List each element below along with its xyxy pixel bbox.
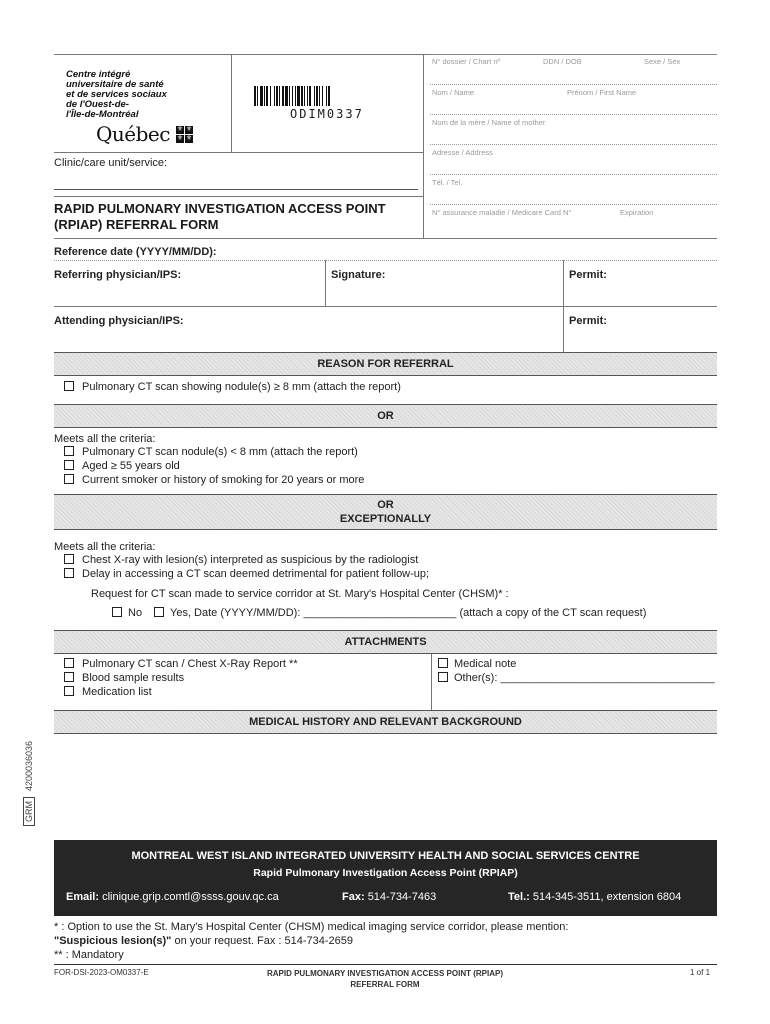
checkbox-icon[interactable] — [64, 568, 74, 578]
permit-field-attending[interactable]: Permit: — [569, 315, 607, 327]
checkbox-icon[interactable] — [112, 607, 122, 617]
sex-field[interactable]: Sexe / Sex — [644, 57, 681, 66]
checkbox-icon[interactable] — [64, 474, 74, 484]
dob-field[interactable]: DDN / DOB — [543, 57, 582, 66]
checkbox-icon[interactable] — [438, 672, 448, 682]
checkbox-icon[interactable] — [64, 381, 74, 391]
footer-service: Rapid Pulmonary Investigation Access Point (RPIAP) — [253, 867, 518, 879]
option-ct-nodule-8mm[interactable]: Pulmonary CT scan showing nodule(s) ≥ 8 mm (attach the report) — [64, 381, 401, 393]
medical-history-heading: MEDICAL HISTORY AND RELEVANT BACKGROUND — [54, 710, 717, 734]
checkbox-icon[interactable] — [64, 554, 74, 564]
ct-request-no[interactable]: No — [112, 607, 142, 619]
quebec-wordmark: Québec — [96, 122, 170, 146]
attachment-medical-note[interactable]: Medical note — [438, 658, 516, 670]
institution-name: Centre intégré universitaire de santé et de services sociaux de l'Ouest-de- l'Île-de-Montréal — [66, 69, 167, 120]
attachment-others[interactable]: Other(s): ___________________________________ — [438, 672, 715, 684]
page-number: 1 of 1 — [690, 968, 711, 977]
barcode-text: ODIM0337 — [290, 107, 364, 121]
fleur-de-lys-flag-icon: ⚜ ⚜ ⚜ ⚜ — [176, 125, 193, 142]
form-code: FOR-DSI-2023-OM0337-E — [54, 968, 149, 977]
reference-date-field[interactable]: Reference date (YYYY/MM/DD): — [54, 246, 217, 258]
contact-footer — [54, 840, 717, 916]
criteria-age[interactable]: Aged ≥ 55 years old — [64, 460, 180, 472]
clinic-label: Clinic/care unit/service: — [54, 157, 168, 169]
checkbox-icon[interactable] — [64, 460, 74, 470]
footer-fax: Fax: 514-734-7463 — [342, 891, 437, 903]
form-title: RAPID PULMONARY INVESTIGATION ACCESS POINT (RPIAP) REFERRAL FORM — [54, 201, 386, 232]
expiration-field[interactable]: Expiration — [620, 208, 654, 217]
barcode — [254, 86, 364, 121]
criteria-smoker[interactable]: Current smoker or history of smoking for 20 years or more — [64, 474, 364, 486]
ct-request-question: Request for CT scan made to service corridor at St. Mary's Hospital Center (CHSM)* : — [91, 588, 509, 600]
note-suspicious-lesion: "Suspicious lesion(s)" on your request. Fax : 514-734-2659 — [54, 935, 354, 947]
or-separator: OR — [54, 404, 717, 428]
address-field[interactable]: Adresse / Address — [432, 148, 493, 157]
side-form-code: GRM4200036036 — [24, 741, 34, 826]
or-exceptionally-separator: OR EXCEPTIONALLY — [54, 494, 717, 530]
criteria-ct-under-8mm[interactable]: Pulmonary CT scan nodule(s) < 8 mm (attach the report) — [64, 446, 358, 458]
checkbox-icon[interactable] — [64, 658, 74, 668]
footer-tel: Tel.: 514-345-3511, extension 6804 — [508, 891, 682, 903]
institution-logo — [66, 70, 193, 146]
attending-physician-field[interactable]: Attending physician/IPS: — [54, 315, 184, 327]
note-mandatory: ** : Mandatory — [54, 949, 124, 961]
criteria-intro: Meets all the criteria: — [54, 433, 156, 445]
checkbox-icon[interactable] — [64, 672, 74, 682]
permit-field-referring[interactable]: Permit: — [569, 269, 607, 281]
criteria-intro-2: Meets all the criteria: — [54, 541, 156, 553]
name-field[interactable]: Nom / Name — [432, 88, 475, 97]
footer-email: Email: clinique.grip.comtl@ssss.gouv.qc.ca — [66, 891, 279, 903]
checkbox-icon[interactable] — [64, 686, 74, 696]
ct-request-yes-date[interactable]: Yes, Date (YYYY/MM/DD): _________________________ (attach a copy of the CT scan request) — [154, 607, 646, 619]
mother-name-field[interactable]: Nom de la mère / Name of mother — [432, 118, 546, 127]
footer-org: MONTREAL WEST ISLAND INTEGRATED UNIVERSITY HEALTH AND SOCIAL SERVICES CENTRE — [131, 850, 640, 862]
referring-physician-field[interactable]: Referring physician/IPS: — [54, 269, 182, 281]
checkbox-icon[interactable] — [64, 446, 74, 456]
signature-field[interactable]: Signature: — [331, 269, 386, 281]
attachments-heading: ATTACHMENTS — [54, 630, 717, 654]
reason-for-referral-heading: REASON FOR REFERRAL — [54, 352, 717, 376]
chart-number-field[interactable]: N° dossier / Chart nº — [432, 57, 501, 66]
note-chsm-corridor: * : Option to use the St. Mary's Hospital Center (CHSM) medical imaging service corridor, please mention: — [54, 921, 569, 933]
attachment-medication-list[interactable]: Medication list — [64, 686, 152, 698]
telephone-field[interactable]: Tél. / Tel. — [432, 178, 463, 187]
page-footer-title: RAPID PULMONARY INVESTIGATION ACCESS POINT (RPIAP) REFERRAL FORM — [266, 969, 503, 989]
medical-history-area[interactable] — [54, 735, 717, 838]
attachment-ct-xray-report[interactable]: Pulmonary CT scan / Chest X-Ray Report ** — [64, 658, 298, 670]
criteria-delay-ct[interactable]: Delay in accessing a CT scan deemed detrimental for patient follow-up; — [64, 568, 429, 580]
medicare-card-field[interactable]: N° assurance maladie / Medicare Card N° — [432, 208, 572, 217]
checkbox-icon[interactable] — [438, 658, 448, 668]
attachment-blood-results[interactable]: Blood sample results — [64, 672, 184, 684]
first-name-field[interactable]: Prénom / First Name — [567, 88, 637, 97]
checkbox-icon[interactable] — [154, 607, 164, 617]
criteria-chest-xray[interactable]: Chest X-ray with lesion(s) interpreted as suspicious by the radiologist — [64, 554, 418, 566]
